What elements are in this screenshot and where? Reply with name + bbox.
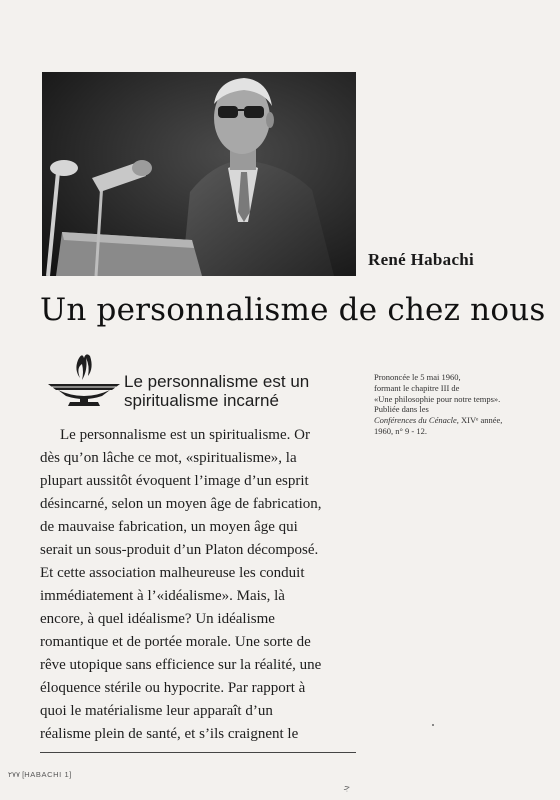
- source-note: [374, 372, 544, 437]
- section-heading: [124, 372, 354, 410]
- page-footer: ٢٧٧ [HABACHI 1]: [8, 770, 72, 779]
- page-title: Un personnalisme de chez nous: [40, 292, 546, 328]
- body-line: immédiatement à l’«idéalisme». Mais, là: [40, 588, 285, 604]
- body-line: plupart aussitôt évoquent l’image d’un esprit: [40, 473, 309, 489]
- section-heading-line: Le personnalisme est un: [124, 372, 310, 391]
- body-line: Et cette association malheureuse les conduit: [40, 565, 305, 581]
- body-line: quoi le matérialisme leur apparaît d’un: [40, 703, 273, 719]
- body-line: Le personnalisme est un spiritualisme. Or: [60, 427, 310, 443]
- body-text: [40, 424, 360, 746]
- flame-lamp-icon: [44, 352, 124, 408]
- portrait-photo: [42, 72, 356, 276]
- footer-rule: [40, 752, 356, 753]
- body-line: réalisme plein de santé, et s’ils craignent le: [40, 726, 299, 742]
- note-line: «Une philosophie pour notre temps».: [374, 393, 501, 404]
- section-heading-line: spiritualisme incarné: [124, 391, 279, 410]
- body-line: serait un sous-produit d’un Platon décomposé.: [40, 542, 319, 558]
- note-line: Prononcée le 5 mai 1960,: [374, 372, 461, 382]
- note-journal-edition: , XIVᵉ année,: [456, 415, 503, 426]
- author-name: René Habachi: [368, 250, 475, 269]
- body-line: désincarné, selon un moyen âge de fabrication,: [40, 496, 322, 512]
- body-line: romantique et de portée morale. Une sorte de: [40, 634, 311, 650]
- body-line: rêve utopique sans efficience sur la réalité, une: [40, 657, 322, 673]
- note-line: [374, 415, 544, 426]
- note-line: 1960, n° 9 - 12.: [374, 425, 427, 436]
- speck: [432, 724, 434, 726]
- note-line: Publiée dans les: [374, 404, 429, 415]
- scan-mark: ﺟ: [344, 782, 351, 793]
- body-line: dès qu’on lâche ce mot, «spiritualisme», la: [40, 450, 297, 466]
- note-line: formant le chapitre III de: [374, 382, 460, 393]
- body-line: encore, à quel idéalisme? Un idéalisme: [40, 611, 275, 627]
- note-journal-title: Conférences du Cénacle: [374, 415, 457, 426]
- body-line: de mauvaise fabrication, un moyen âge qui: [40, 519, 298, 535]
- body-line: éloquence stérile ou hypocrite. Par rapport à: [40, 680, 306, 696]
